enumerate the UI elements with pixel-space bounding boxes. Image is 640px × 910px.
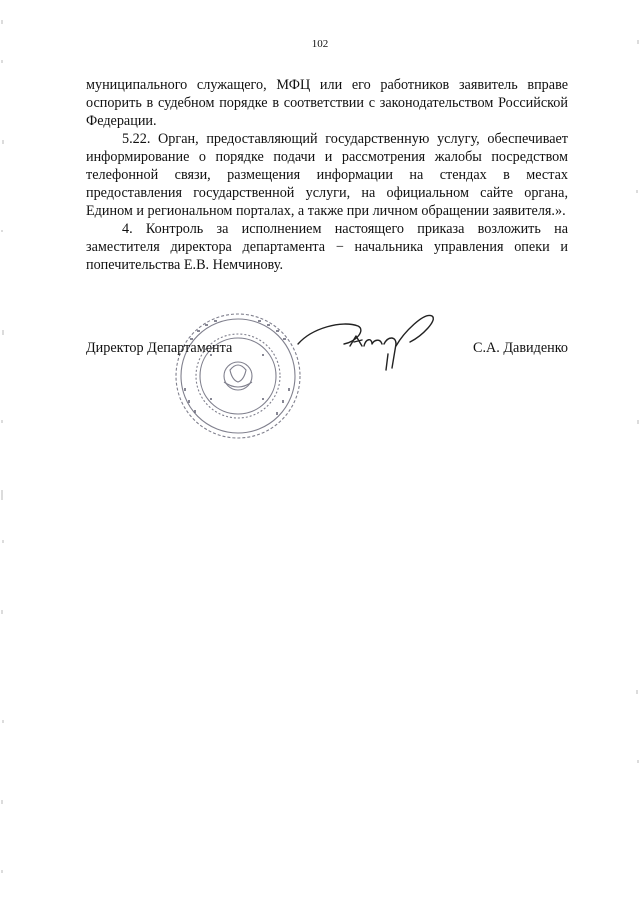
paragraph-continuation: муниципального служащего, МФЦ или его работников заявитель вправе оспорить в судебном порядке в соответствии с законодательством Российской Федерации. xyxy=(86,77,568,129)
left-scan-edge xyxy=(0,0,6,905)
document-body xyxy=(86,76,568,274)
signature-block xyxy=(86,339,568,359)
signatory-position: Директор Департамента xyxy=(86,340,233,356)
paragraph-4: 4. Контроль за исполнением настоящего приказа возложить на заместителя директора департамента − начальника управления опеки и попечительства Е.В. Немчинову. xyxy=(86,221,568,273)
official-seal xyxy=(170,308,306,444)
right-scan-edge xyxy=(634,0,640,905)
paragraph-5-22: 5.22. Орган, предоставляющий государственную услугу, обеспечивает информирование о порядке подачи и рассмотрения жалобы посредством телефонной связи, размещения информации на стендах в местах предоставления государственной услуги, на официальном сайте органа, Едином и региональном порталах, а также при личном обращении заявителя.». xyxy=(86,131,568,219)
page-number: 102 xyxy=(311,38,329,50)
signatory-name: С.А. Давиденко xyxy=(473,340,568,356)
